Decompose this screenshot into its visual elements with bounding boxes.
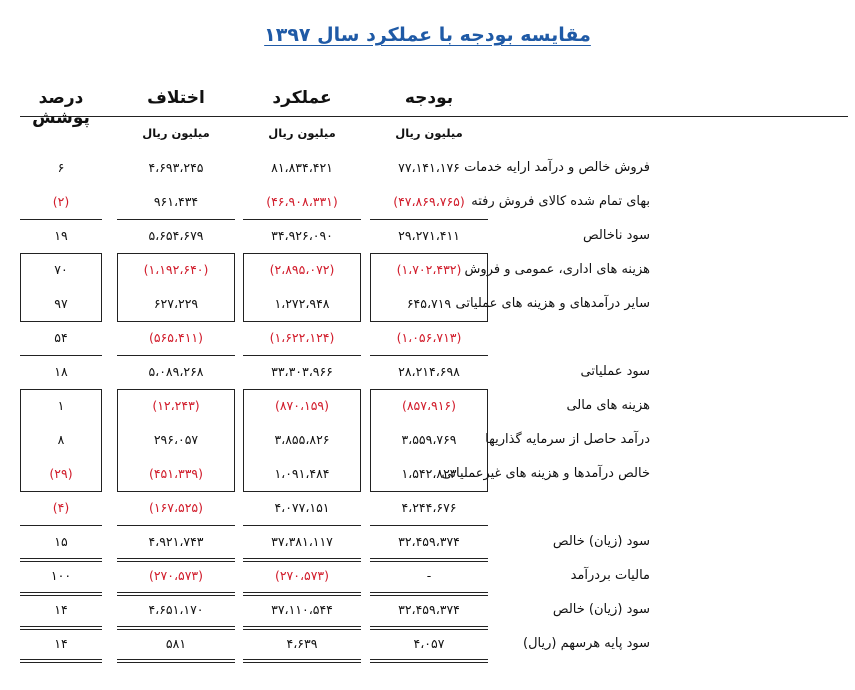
cell-difference: ۴،۶۵۱،۱۷۰ bbox=[148, 602, 204, 617]
group-box bbox=[117, 389, 235, 492]
double-rule bbox=[243, 626, 361, 630]
cell-budget: (۱،۰۵۶،۷۱۳) bbox=[396, 330, 462, 345]
unit-label-difference: میلیون ریال bbox=[142, 126, 210, 140]
row-label: سود عملیاتی bbox=[580, 364, 650, 379]
cell-budget: - bbox=[426, 568, 432, 583]
cell-actual: ۴،۰۷۷،۱۵۱ bbox=[274, 500, 330, 515]
cell-difference: ۵،۶۵۴،۶۷۹ bbox=[148, 228, 204, 243]
rule bbox=[117, 219, 235, 220]
cell-budget: ۳۲،۴۵۹،۳۷۴ bbox=[398, 602, 460, 617]
cell-actual: ۱،۲۷۲،۹۴۸ bbox=[274, 296, 330, 311]
rule bbox=[243, 219, 361, 220]
group-box bbox=[117, 253, 235, 322]
double-rule bbox=[20, 592, 102, 596]
cell-difference: (۱،۱۹۲،۶۴۰) bbox=[143, 262, 209, 277]
cell-difference: (۵۶۵،۴۱۱) bbox=[148, 330, 204, 345]
cell-coverage: (۲۹) bbox=[49, 466, 73, 481]
row-label: هزینه های اداری، عمومی و فروش bbox=[464, 262, 650, 277]
double-rule bbox=[243, 659, 361, 663]
cell-coverage: ۱۵ bbox=[54, 534, 68, 549]
row-label: فروش خالص و درآمد ارایه خدمات bbox=[464, 160, 650, 175]
group-box bbox=[20, 253, 102, 322]
row-label: سود پایه هرسهم (ریال) bbox=[523, 636, 650, 651]
row-label: خالص درآمدها و هزینه های غیرعملیاتی bbox=[441, 466, 650, 481]
cell-actual: ۳۴،۹۲۶،۰۹۰ bbox=[271, 228, 333, 243]
cell-difference: ۴،۶۹۳،۲۴۵ bbox=[148, 160, 204, 175]
double-rule bbox=[243, 558, 361, 562]
cell-actual: (۲،۸۹۵،۰۷۲) bbox=[269, 262, 335, 277]
cell-coverage: ۱۴ bbox=[54, 636, 68, 651]
cell-difference: (۱۲،۲۴۳) bbox=[152, 398, 200, 413]
cell-coverage: ۶ bbox=[57, 160, 65, 175]
report-title: مقایسه بودجه با عملکرد سال ۱۳۹۷ bbox=[264, 24, 591, 46]
row-label: سایر درآمدهای و هزینه های عملیاتی bbox=[455, 296, 650, 311]
cell-actual: (۸۷۰،۱۵۹) bbox=[274, 398, 330, 413]
cell-budget: ۳،۵۵۹،۷۶۹ bbox=[401, 432, 457, 447]
row-label: سود (زیان) خالص bbox=[552, 602, 650, 617]
unit-label-actual: میلیون ریال bbox=[268, 126, 336, 140]
cell-budget: ۲۸،۲۱۴،۶۹۸ bbox=[398, 364, 460, 379]
cell-coverage: (۴) bbox=[52, 500, 70, 515]
cell-actual: ۱،۰۹۱،۴۸۴ bbox=[274, 466, 330, 481]
cell-difference: (۱۶۷،۵۲۵) bbox=[148, 500, 204, 515]
header-difference: اختلاف bbox=[147, 88, 205, 108]
cell-budget: ۷۷،۱۴۱،۱۷۶ bbox=[398, 160, 460, 175]
rule bbox=[117, 525, 235, 526]
header-rule bbox=[20, 116, 848, 117]
cell-actual: ۴،۶۳۹ bbox=[286, 636, 318, 651]
unit-label-budget: میلیون ریال bbox=[395, 126, 463, 140]
cell-difference: (۲۷۰،۵۷۳) bbox=[148, 568, 204, 583]
cell-coverage: ۱۹ bbox=[54, 228, 68, 243]
double-rule bbox=[370, 592, 488, 596]
cell-coverage: ۱۸ bbox=[54, 364, 68, 379]
group-box bbox=[370, 389, 488, 492]
double-rule bbox=[20, 659, 102, 663]
double-rule bbox=[117, 659, 235, 663]
cell-budget: (۱،۷۰۲،۴۳۲) bbox=[396, 262, 462, 277]
row-label: مالیات بردرآمد bbox=[570, 568, 650, 583]
cell-budget: ۴،۲۴۴،۶۷۶ bbox=[401, 500, 457, 515]
header-coverage: درصد پوشش bbox=[32, 88, 90, 128]
cell-actual: (۲۷۰،۵۷۳) bbox=[274, 568, 330, 583]
cell-budget: ۱،۵۴۲،۸۲۳ bbox=[401, 466, 457, 481]
double-rule bbox=[370, 626, 488, 630]
cell-actual: ۳،۸۵۵،۸۲۶ bbox=[274, 432, 330, 447]
cell-difference: ۵۸۱ bbox=[165, 636, 187, 651]
header-budget: بودجه bbox=[404, 88, 454, 108]
cell-difference: ۹۶۱،۴۳۴ bbox=[153, 194, 199, 209]
double-rule bbox=[370, 558, 488, 562]
cell-actual: ۳۷،۱۱۰،۵۴۴ bbox=[271, 602, 333, 617]
double-rule bbox=[20, 558, 102, 562]
cell-difference: ۶۲۷،۲۲۹ bbox=[153, 296, 199, 311]
cell-difference: ۵،۰۸۹،۲۶۸ bbox=[148, 364, 204, 379]
cell-difference: ۴،۹۲۱،۷۴۳ bbox=[148, 534, 204, 549]
cell-budget: ۴،۰۵۷ bbox=[413, 636, 445, 651]
cell-budget: ۳۲،۴۵۹،۳۷۴ bbox=[398, 534, 460, 549]
cell-coverage: ۹۷ bbox=[54, 296, 68, 311]
rule bbox=[243, 525, 361, 526]
cell-actual: ۸۱،۸۳۴،۴۲۱ bbox=[271, 160, 333, 175]
cell-coverage: ۱۰۰ bbox=[50, 568, 72, 583]
cell-difference: (۴۵۱،۳۳۹) bbox=[148, 466, 204, 481]
cell-actual: (۱،۶۲۲،۱۲۴) bbox=[269, 330, 335, 345]
cell-coverage: ۱ bbox=[57, 398, 65, 413]
cell-coverage: ۵۴ bbox=[54, 330, 68, 345]
double-rule bbox=[243, 592, 361, 596]
double-rule bbox=[20, 626, 102, 630]
cell-budget: (۸۵۷،۹۱۶) bbox=[401, 398, 457, 413]
cell-actual: ۳۷،۳۸۱،۱۱۷ bbox=[271, 534, 333, 549]
double-rule bbox=[117, 558, 235, 562]
group-box bbox=[370, 253, 488, 322]
cell-coverage: ۱۴ bbox=[54, 602, 68, 617]
cell-difference: ۲۹۶،۰۵۷ bbox=[153, 432, 199, 447]
cell-actual: (۴۶،۹۰۸،۳۳۱) bbox=[266, 194, 338, 209]
rule bbox=[20, 219, 102, 220]
rule bbox=[117, 355, 235, 356]
cell-budget: ۲۹،۲۷۱،۴۱۱ bbox=[398, 228, 460, 243]
cell-coverage: (۲) bbox=[52, 194, 70, 209]
row-label: هزینه های مالی bbox=[566, 398, 650, 413]
rule bbox=[243, 355, 361, 356]
rule bbox=[370, 219, 488, 220]
header-actual: عملکرد bbox=[272, 88, 332, 108]
row-label: سود (زیان) خالص bbox=[552, 534, 650, 549]
rule bbox=[370, 355, 488, 356]
double-rule bbox=[117, 592, 235, 596]
rule bbox=[20, 525, 102, 526]
group-box bbox=[243, 389, 361, 492]
row-label: درآمد حاصل از سرمایه گذاریها bbox=[485, 432, 650, 447]
group-box bbox=[20, 389, 102, 492]
cell-coverage: ۷۰ bbox=[54, 262, 68, 277]
rule bbox=[370, 525, 488, 526]
row-label: سود ناخالص bbox=[583, 228, 650, 243]
group-box bbox=[243, 253, 361, 322]
row-label: بهای تمام شده کالای فروش رفته bbox=[471, 194, 650, 209]
cell-actual: ۳۳،۳۰۳،۹۶۶ bbox=[271, 364, 333, 379]
double-rule bbox=[117, 626, 235, 630]
cell-budget: ۶۴۵،۷۱۹ bbox=[406, 296, 452, 311]
rule bbox=[20, 355, 102, 356]
double-rule bbox=[370, 659, 488, 663]
cell-coverage: ۸ bbox=[57, 432, 65, 447]
cell-budget: (۴۷،۸۶۹،۷۶۵) bbox=[393, 194, 465, 209]
